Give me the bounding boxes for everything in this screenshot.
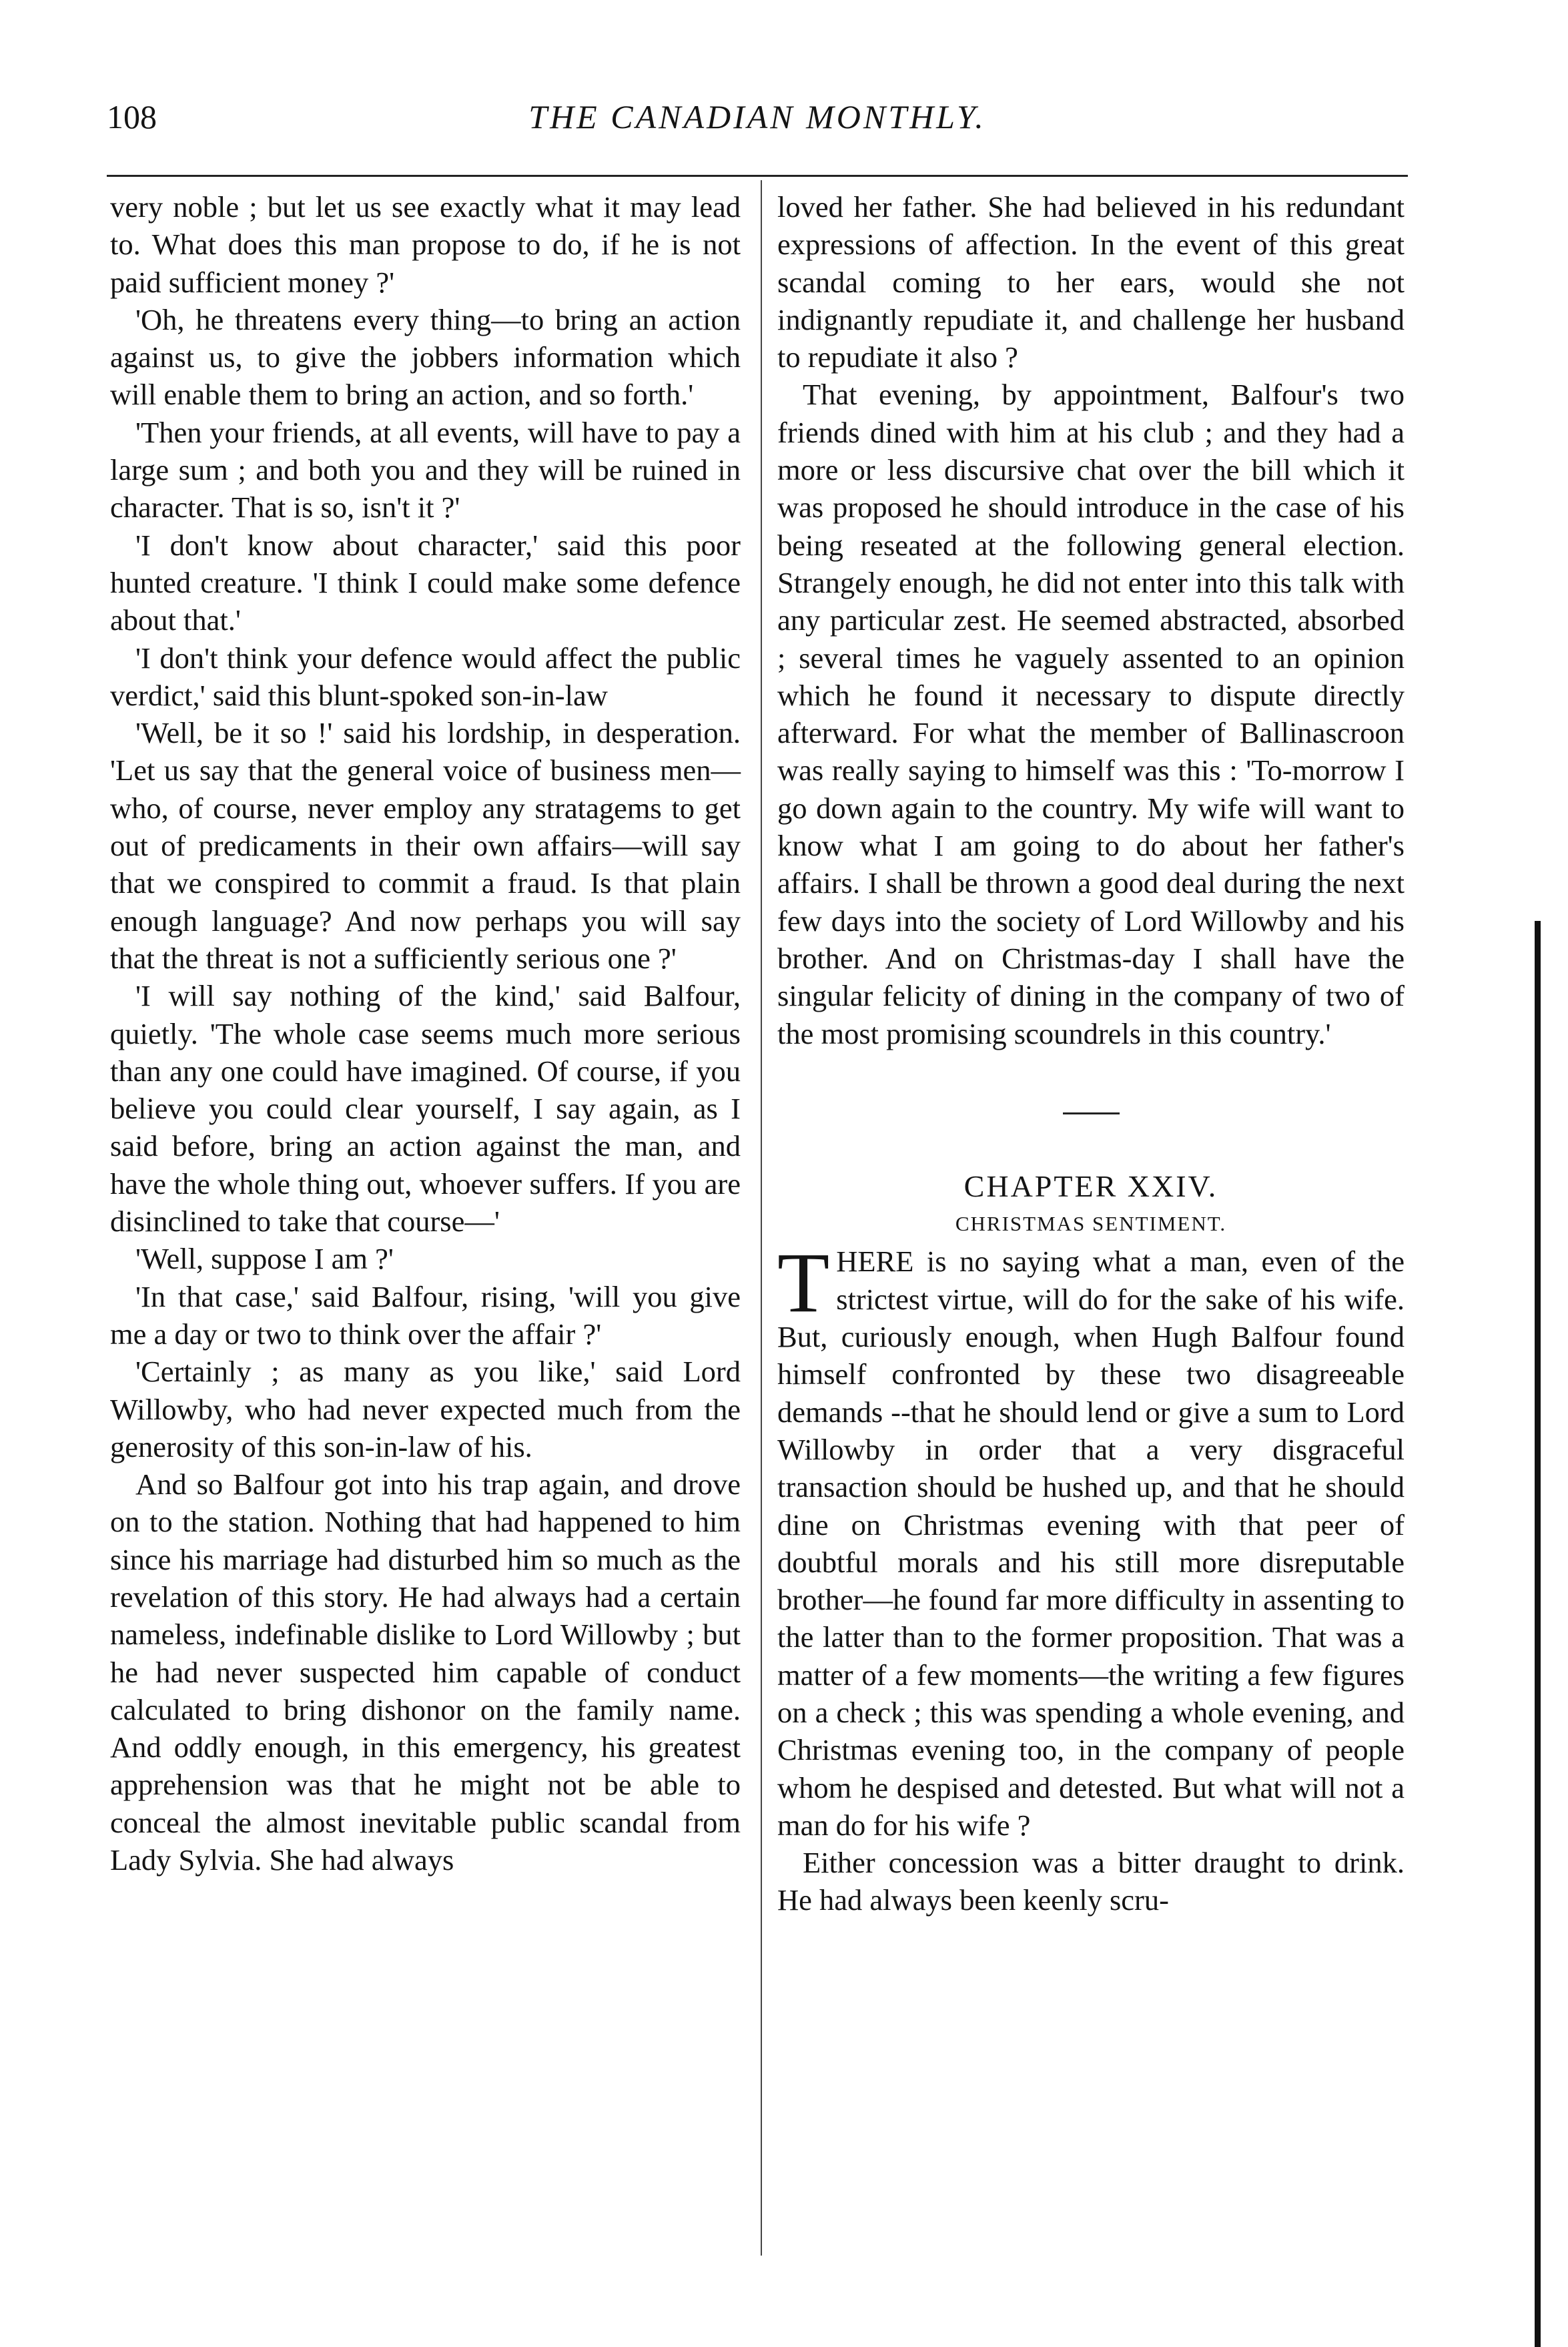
header-rule	[107, 175, 1408, 177]
paragraph: 'Well, suppose I am ?'	[135, 1242, 394, 1276]
paragraph: very noble ; but let us see exactly what it may lead to. What does this man propose to do, if he is not paid sufficient money ?'	[110, 190, 741, 299]
paragraph: And so Balfour got into his trap again, and drove on to the station. Nothing that had happened to him since his marriage had disturbed him so much as the revelation of this story. He had always had a certain nameless, indefinable dislike to Lord Willowby ; but he had never suspected him capable of conduct calculated to bring dishonor on the family name. And oddly enough, in this emergency, his greatest apprehension was that he might not be able to conceal the almost inevitable public scandal from Lady Sylvia. She had always	[110, 1467, 741, 1877]
chapter-title: CHRISTMAS SENTIMENT.	[955, 1212, 1227, 1236]
chapter-number: CHAPTER XXIV.	[963, 1168, 1218, 1203]
paragraph-text: HERE is no saying what a man, even of the strictest virtue, will do for the sake of his wife. But, curiously enough, when Hugh Balfour found himself confronted by these two disagreeable demands --that he should lend or give a sum to Lord Willowby in order that a very disgraceful transaction should be hushed up, and that he should dine on Christmas evening with that peer of doubtful morals and his still more disreputable brother—he found far more difficulty in assenting to the latter than to the former proposition. That was a matter of a few moments—the writing a few figures on a check ; this was spending a whole evening, and Christmas evening too, in the company of people whom he despised and detested. But what will not a man do for his wife ?	[777, 1245, 1405, 1842]
page-header	[107, 93, 1408, 153]
paragraph: 'I will say nothing of the kind,' said Balfour, quietly. 'The whole case seems much more serious than any one could have imagined. Of course, if you believe you could clear yourself, I say again, as I said before, bring an action against the man, and have the whole thing out, whoever suffers. If you are disinclined to take that course—'	[110, 979, 741, 1239]
column-divider	[761, 180, 762, 2256]
right-column	[777, 188, 1405, 1919]
section-rule	[1063, 1112, 1120, 1114]
running-title: THE CANADIAN MONTHLY.	[528, 98, 986, 135]
paragraph: 'I don't know about character,' said this poor hunted creature. 'I think I could make some defence about that.'	[110, 528, 741, 637]
paragraph: That evening, by appointment, Balfour's two friends dined with him at his club ; and they had a more or less discursive chat over the bill which it was proposed he should introduce in the case of his being reseated at the following general election. Strangely enough, he did not enter into this talk with any particular zest. He seemed abstracted, absorbed ; several times he vaguely assented to an opinion which he found it necessary to dispute directly afterward. For what the member of Ballinascroon was really saying to himself was this : 'To-morrow I go down again to the country. My wife will want to know what I am going to do about her father's affairs. I shall be thrown a good deal during the next few days into the society of Lord Willowby and his brother. And on Christmas-day I shall have the singular felicity of dining in the company of two of the most promising scoundrels in this country.'	[777, 378, 1405, 1050]
chapter-opening-paragraph	[777, 1235, 1405, 1844]
paragraph: 'Certainly ; as many as you like,' said Lord Willowby, who had never expected much from the generosity of this son-in-law of his.	[110, 1355, 741, 1463]
scan-edge-shadow	[1535, 921, 1541, 2347]
paragraph: 'Oh, he threatens every thing—to bring an action against us, to give the jobbers information which will enable them to bring an action, and so forth.'	[110, 302, 741, 412]
drop-cap: T	[777, 1235, 830, 1331]
page-number: 108	[107, 98, 157, 135]
paragraph: 'I don't think your defence would affect the public verdict,' said this blunt-spoked son-in-law	[110, 641, 741, 712]
paragraph: 'Well, be it so !' said his lordship, in desperation. 'Let us say that the general voice of business men—who, of course, never employ any stratagems to get out of predicaments in their own affairs—will say that we conspired to commit a fraud. Is that plain enough language? And now perhaps you will say that the threat is not a sufficiently serious one ?'	[110, 716, 741, 975]
paragraph: 'In that case,' said Balfour, rising, 'will you give me a day or two to think over the affair ?'	[110, 1279, 741, 1351]
paragraph: Either concession was a bitter draught to drink. He had always been keenly scru-	[777, 1846, 1405, 1917]
paragraph: loved her father. She had believed in his redundant expressions of affection. In the event of this great scandal coming to her ears, would she not indignantly repudiate it, and challenge her husband to repudiate it also ?	[777, 190, 1405, 374]
paragraph: 'Then your friends, at all events, will have to pay a large sum ; and both you and they will be ruined in character. That is so, isn't it ?'	[110, 415, 741, 525]
left-column	[110, 188, 741, 1879]
